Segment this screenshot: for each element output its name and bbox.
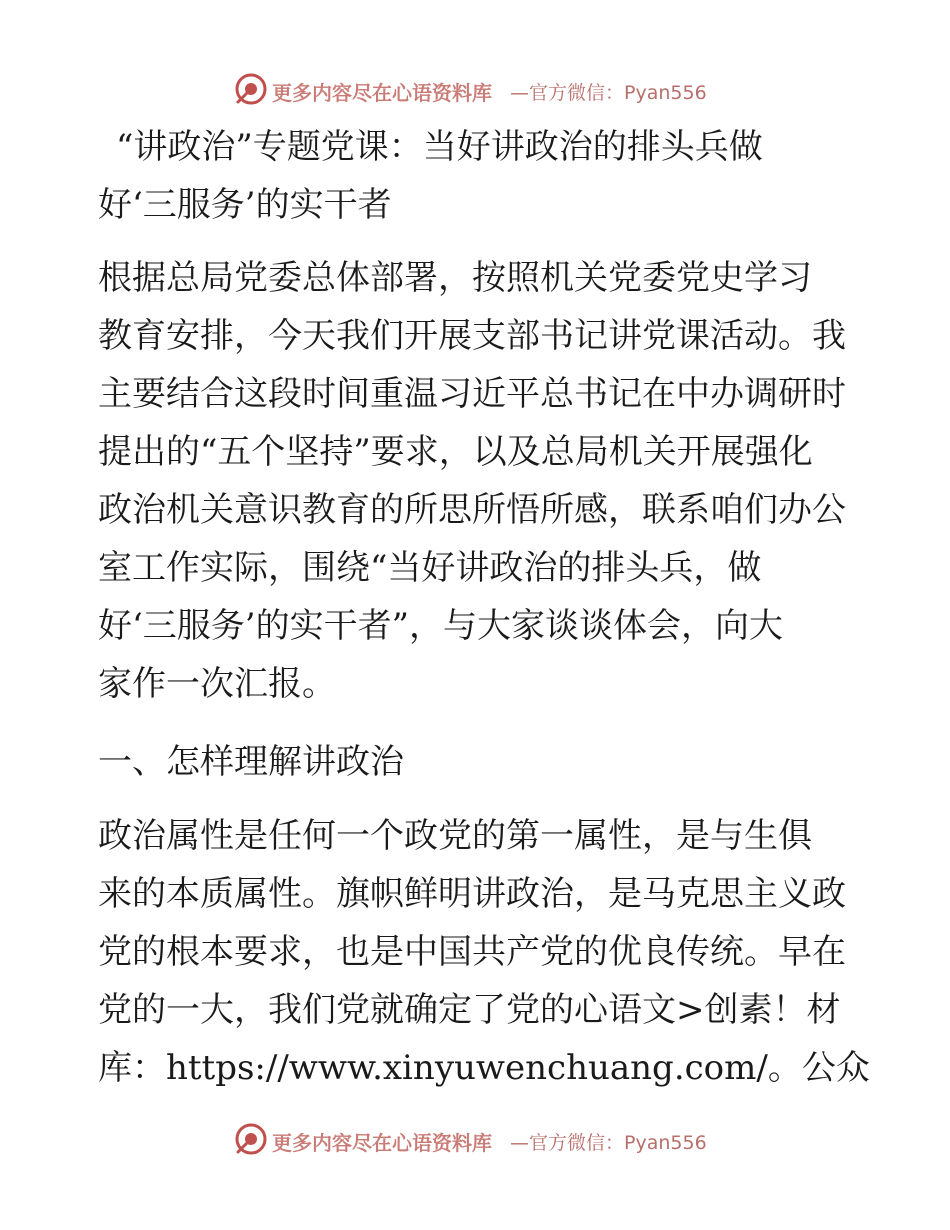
- section-heading-text: 一、怎样理解讲政治: [98, 742, 404, 782]
- paragraph-line: 党的一大，我们党就确定了党的心语文>创素！材: [98, 990, 841, 1030]
- paragraph-line: 主要结合这段时间重温习近平总书记在中办调研时: [98, 374, 846, 414]
- brand-logo-icon: [234, 72, 268, 106]
- banner-brand-text: 更多内容尽在心语资料库: [272, 81, 492, 105]
- paragraph-line: 党的根本要求，也是中国共产党的优良传统。早在: [98, 932, 846, 972]
- banner-brand-text: 更多内容尽在心语资料库: [272, 1131, 492, 1155]
- paragraph-line: 室工作实际，围绕“当好讲政治的排头兵，做: [98, 548, 762, 588]
- title-line-1: “讲政治”专题党课：当好讲政治的排头兵做: [116, 127, 763, 167]
- section-heading: [98, 733, 858, 791]
- paragraph-line: 库：https://www.xinyuwenchuang.com/。公众: [98, 1048, 870, 1088]
- paragraph-line: 政治机关意识教育的所思所悟所感，联系咱们办公: [98, 490, 846, 530]
- paragraph-intro: [98, 249, 858, 713]
- watermark-banner-top: [0, 70, 950, 110]
- paragraph-line: 提出的“五个坚持”要求，以及总局机关开展强化: [98, 432, 813, 472]
- paragraph-body: [98, 807, 870, 1097]
- watermark-banner-bottom: [0, 1120, 950, 1160]
- paragraph-line: 来的本质属性。旗帜鲜明讲政治，是马克思主义政: [98, 874, 846, 914]
- banner-wechat-text: —官方微信：Pyan556: [510, 82, 707, 104]
- document-title: [98, 118, 858, 234]
- brand-logo-icon: [234, 1122, 268, 1156]
- title-line-2: 好‘三服务’的实干者: [98, 185, 392, 225]
- paragraph-line: 家作一次汇报。: [98, 664, 336, 704]
- paragraph-line: 根据总局党委总体部署，按照机关党委党史学习: [98, 258, 812, 298]
- paragraph-line: 教育安排，今天我们开展支部书记讲党课活动。我: [98, 316, 846, 356]
- paragraph-line: 好‘三服务’的实干者”，与大家谈谈体会，向大: [98, 606, 783, 646]
- banner-wechat-text: —官方微信：Pyan556: [510, 1132, 707, 1154]
- paragraph-line: 政治属性是任何一个政党的第一属性，是与生俱: [98, 816, 812, 856]
